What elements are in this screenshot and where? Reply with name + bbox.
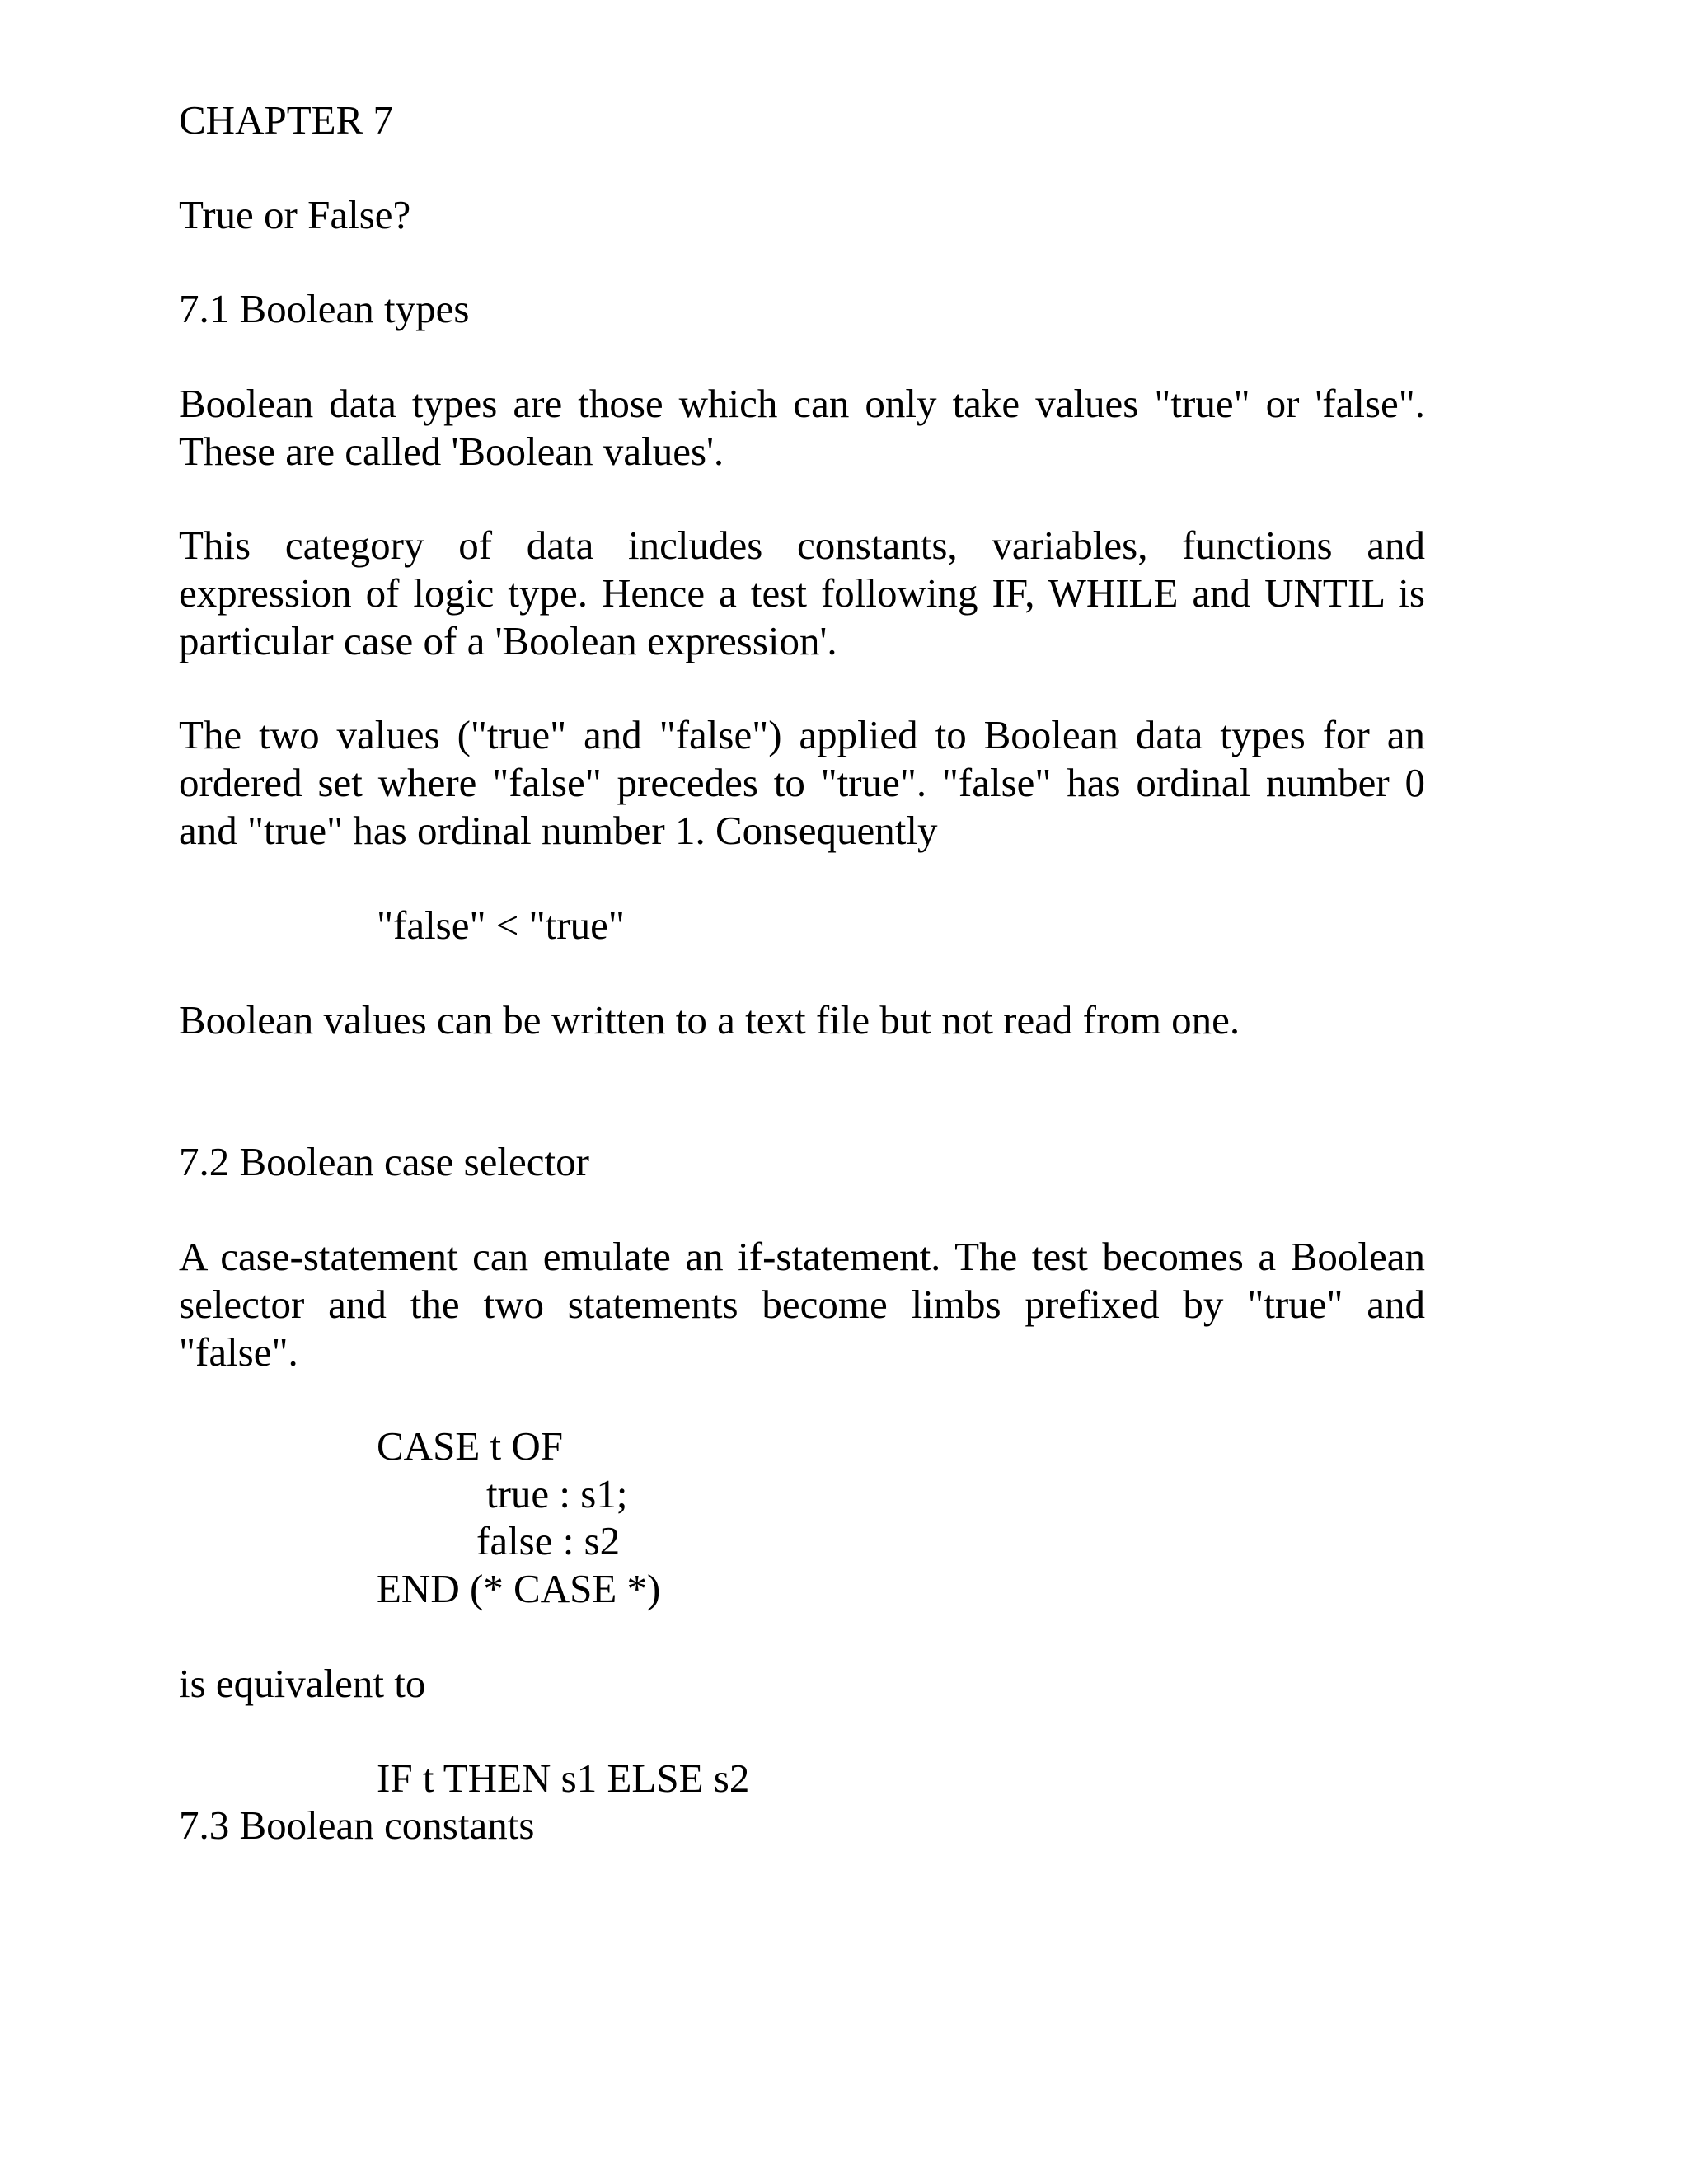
chapter-title: True or False? bbox=[179, 192, 411, 237]
text-line: selector and the two statements become limbs prefixed by "true" and bbox=[179, 1282, 1425, 1327]
section-7-1-paragraph-4: Boolean values can be written to a text file but not read from one. bbox=[179, 997, 1240, 1043]
text-line: The two values ("true" and "false") applied to Boolean data types for an bbox=[179, 712, 1425, 757]
section-7-2-paragraph-1 bbox=[179, 1233, 1425, 1376]
section-7-1-paragraph-1 bbox=[179, 380, 1425, 476]
text-line: and "true" has ordinal number 1. Consequently bbox=[179, 808, 938, 853]
code-end-line: END (* CASE *) bbox=[377, 1566, 661, 1611]
chapter-label: CHAPTER 7 bbox=[179, 97, 394, 143]
code-false-limb: false : s2 bbox=[476, 1518, 621, 1563]
section-7-2-heading: 7.2 Boolean case selector bbox=[179, 1139, 589, 1184]
text-line: ordered set where "false" precedes to "true". "false" has ordinal number 0 bbox=[179, 760, 1425, 805]
section-7-1-paragraph-3 bbox=[179, 711, 1425, 855]
code-case-line: CASE t OF bbox=[377, 1423, 564, 1469]
section-7-1-heading: 7.1 Boolean types bbox=[179, 286, 470, 331]
section-7-3-heading: 7.3 Boolean constants bbox=[179, 1802, 535, 1848]
text-line: Boolean data types are those which can only take values "true" or 'false". bbox=[179, 381, 1425, 426]
text-line: particular case of a 'Boolean expression'. bbox=[179, 618, 837, 663]
text-line: "false". bbox=[179, 1329, 298, 1375]
section-7-1-paragraph-2 bbox=[179, 522, 1425, 665]
code-true-limb: true : s1; bbox=[486, 1471, 628, 1516]
equivalence-text: is equivalent to bbox=[179, 1661, 426, 1706]
text-line: This category of data includes constants, variables, functions and bbox=[179, 523, 1425, 568]
ordering-formula: "false" < "true" bbox=[377, 902, 625, 948]
text-line: expression of logic type. Hence a test following IF, WHILE and UNTIL is bbox=[179, 570, 1425, 616]
if-statement-line: IF t THEN s1 ELSE s2 bbox=[377, 1755, 750, 1801]
text-line: These are called 'Boolean values'. bbox=[179, 429, 724, 474]
text-line: A case-statement can emulate an if-statement. The test becomes a Boolean bbox=[179, 1234, 1425, 1279]
